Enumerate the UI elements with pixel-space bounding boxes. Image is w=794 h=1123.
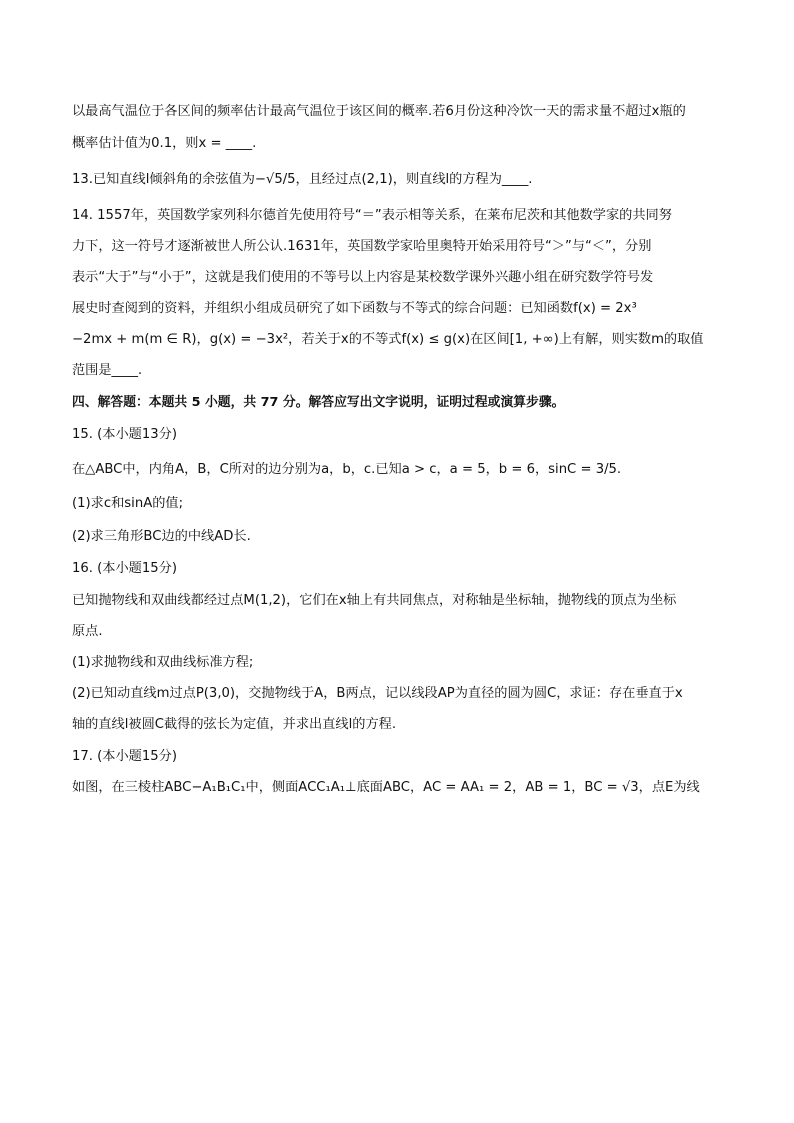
q16-part-2a: (2)已知动直线m过点P(3,0)，交抛物线于A，B两点，记以线段AP为直径的圆为圆C，求证：存在垂直于x [72,686,683,701]
q17-header: 17. (本小题15分) [72,749,177,764]
q14-line-2: 力下，这一符号才逐渐被世人所公认.1631年，英国数学家哈里奥特开始采用符号“＞”与“＜”，分别 [72,239,652,254]
q14-line-4: 展史时查阅到的资料，并组织小组成员研究了如下函数与不等式的综合问题：已知函数f(x) = 2x³ [72,301,637,316]
q15-part-2: (2)求三角形BC边的中线AD长. [72,529,251,544]
q12-line-1: 以最高气温位于各区间的频率估计最高气温位于该区间的概率.若6月份这种冷饮一天的需求量不超过x瓶的 [72,104,686,119]
q15-header: 15. (本小题13分) [72,427,177,442]
q14-line-3: 表示“大于”与“小于”，这就是我们使用的不等号以上内容是某校数学课外兴趣小组在研究数学符号发 [72,270,654,285]
q16-stem-2: 原点. [72,624,103,639]
q16-part-1: (1)求抛物线和双曲线标准方程; [72,655,254,670]
section-4-title: 四、解答题：本题共 5 小题，共 77 分。解答应写出文字说明，证明过程或演算步骤。 [72,395,565,410]
q14-line-1: 14. 1557年，英国数学家列科尔德首先使用符号“＝”表示相等关系，在莱布尼茨和其他数学家的共同努 [72,208,672,223]
q15-stem: 在△ABC中，内角A，B，C所对的边分别为a，b，c.已知a > c，a = 5，b = 6，sinC = 3/5. [72,462,622,477]
q17-stem: 如图，在三棱柱ABC−A₁B₁C₁中，侧面ACC₁A₁⊥底面ABC，AC = AA₁ = 2，AB = 1，BC = √3，点E为线 [72,780,700,795]
q14-line-5: −2mx + m(m ∈ R)，g(x) = −3x²，若关于x的不等式f(x) ≤ g(x)在区间[1, +∞)上有解，则实数m的取值 [72,332,704,347]
q16-part-2b: 轴的直线l被圆C截得的弦长为定值，并求出直线l的方程. [72,717,397,732]
q13-text: 13.已知直线l倾斜角的余弦值为−√5/5，且经过点(2,1)，则直线l的方程为____. [72,172,533,187]
q14-line-6: 范围是____. [72,363,143,378]
q15-part-1: (1)求c和sinA的值; [72,496,184,511]
q16-header: 16. (本小题15分) [72,561,177,576]
q16-stem-1: 已知抛物线和双曲线都经过点M(1,2)，它们在x轴上有共同焦点，对称轴是坐标轴，抛物线的顶点为坐标 [72,593,677,608]
q12-line-2: 概率估计值为0.1，则x = ____. [72,136,257,151]
